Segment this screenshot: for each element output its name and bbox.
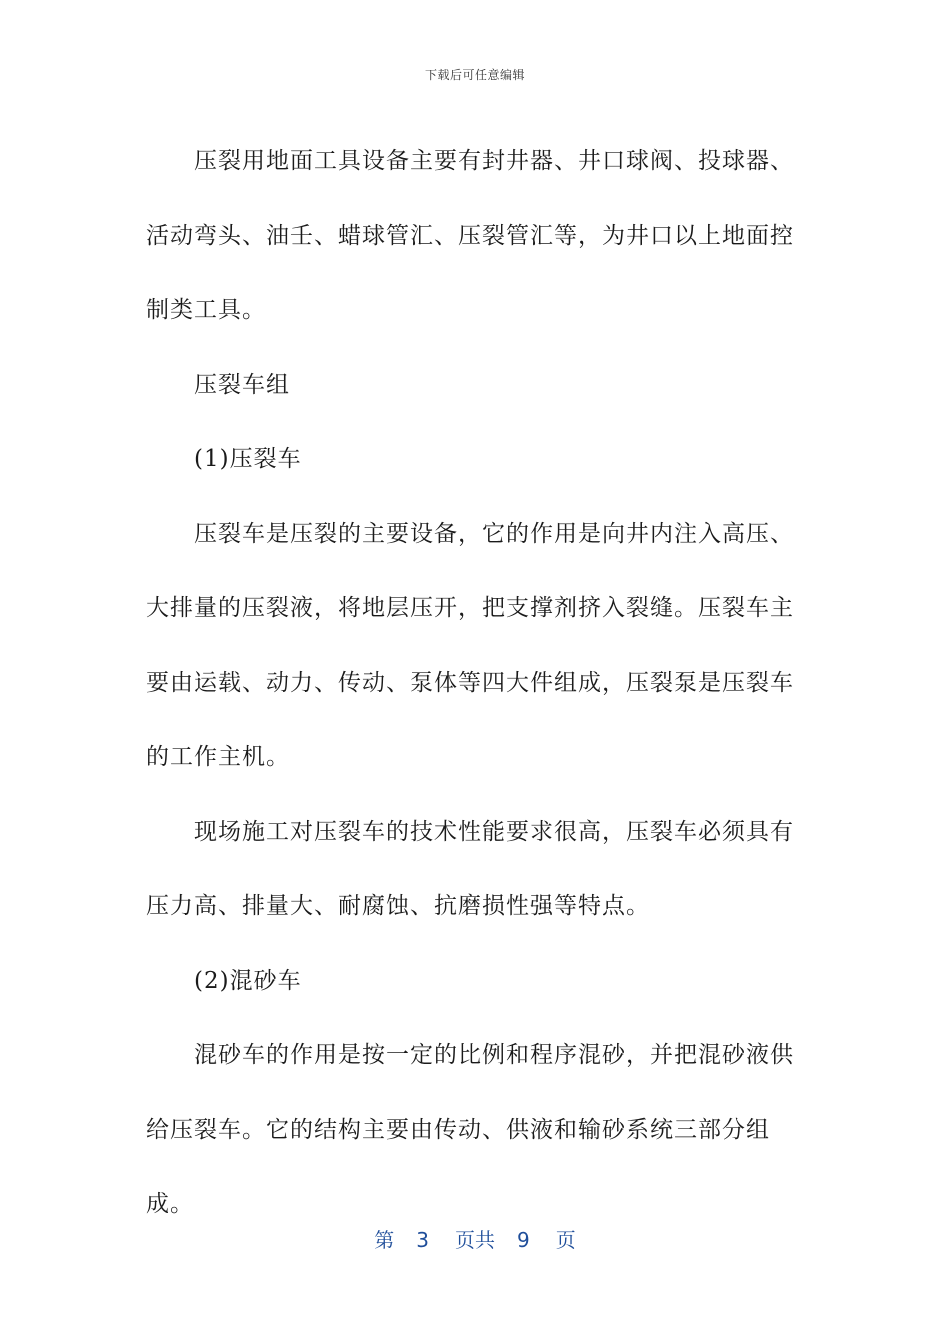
paragraph-performance: 现场施工对压裂车的技术性能要求很高，压裂车必须具有压力高、排量大、耐腐蚀、抗磨损性强等特点。	[146, 818, 794, 919]
footer-total-pages: 9	[517, 1228, 530, 1252]
document-body	[146, 124, 806, 1242]
footer-suffix: 页	[555, 1228, 576, 1252]
heading-fracturing-truck: (1)压裂车	[194, 446, 302, 472]
page-footer	[0, 1224, 950, 1253]
page-header: 下载后可任意编辑	[424, 68, 525, 82]
heading-fracturing-fleet: 压裂车组	[194, 371, 290, 398]
paragraph-surface-tools: 压裂用地面工具设备主要有封井器、井口球阀、投球器、活动弯头、油壬、蜡球管汇、压裂管汇等，为井口以上地面控制类工具。	[146, 148, 794, 323]
heading-blender-truck: (2)混砂车	[194, 967, 302, 994]
footer-prefix: 第	[374, 1228, 395, 1252]
paragraph-blender-truck: 混砂车的作用是按一定的比例和程序混砂，并把混砂液供给压裂车。它的结构主要由传动、供液和输砂系统三部分组成。	[146, 1042, 794, 1217]
footer-middle: 页共	[455, 1228, 495, 1252]
paragraph-fracturing-truck: 压裂车是压裂的主要设备，它的作用是向井内注入高压、大排量的压裂液，将地层压开，把支撑剂挤入裂缝。压裂车主要由运载、动力、传动、泵体等四大件组成，压裂泵是压裂车的工作主机。	[146, 520, 794, 770]
footer-current-page: 3	[416, 1228, 429, 1252]
